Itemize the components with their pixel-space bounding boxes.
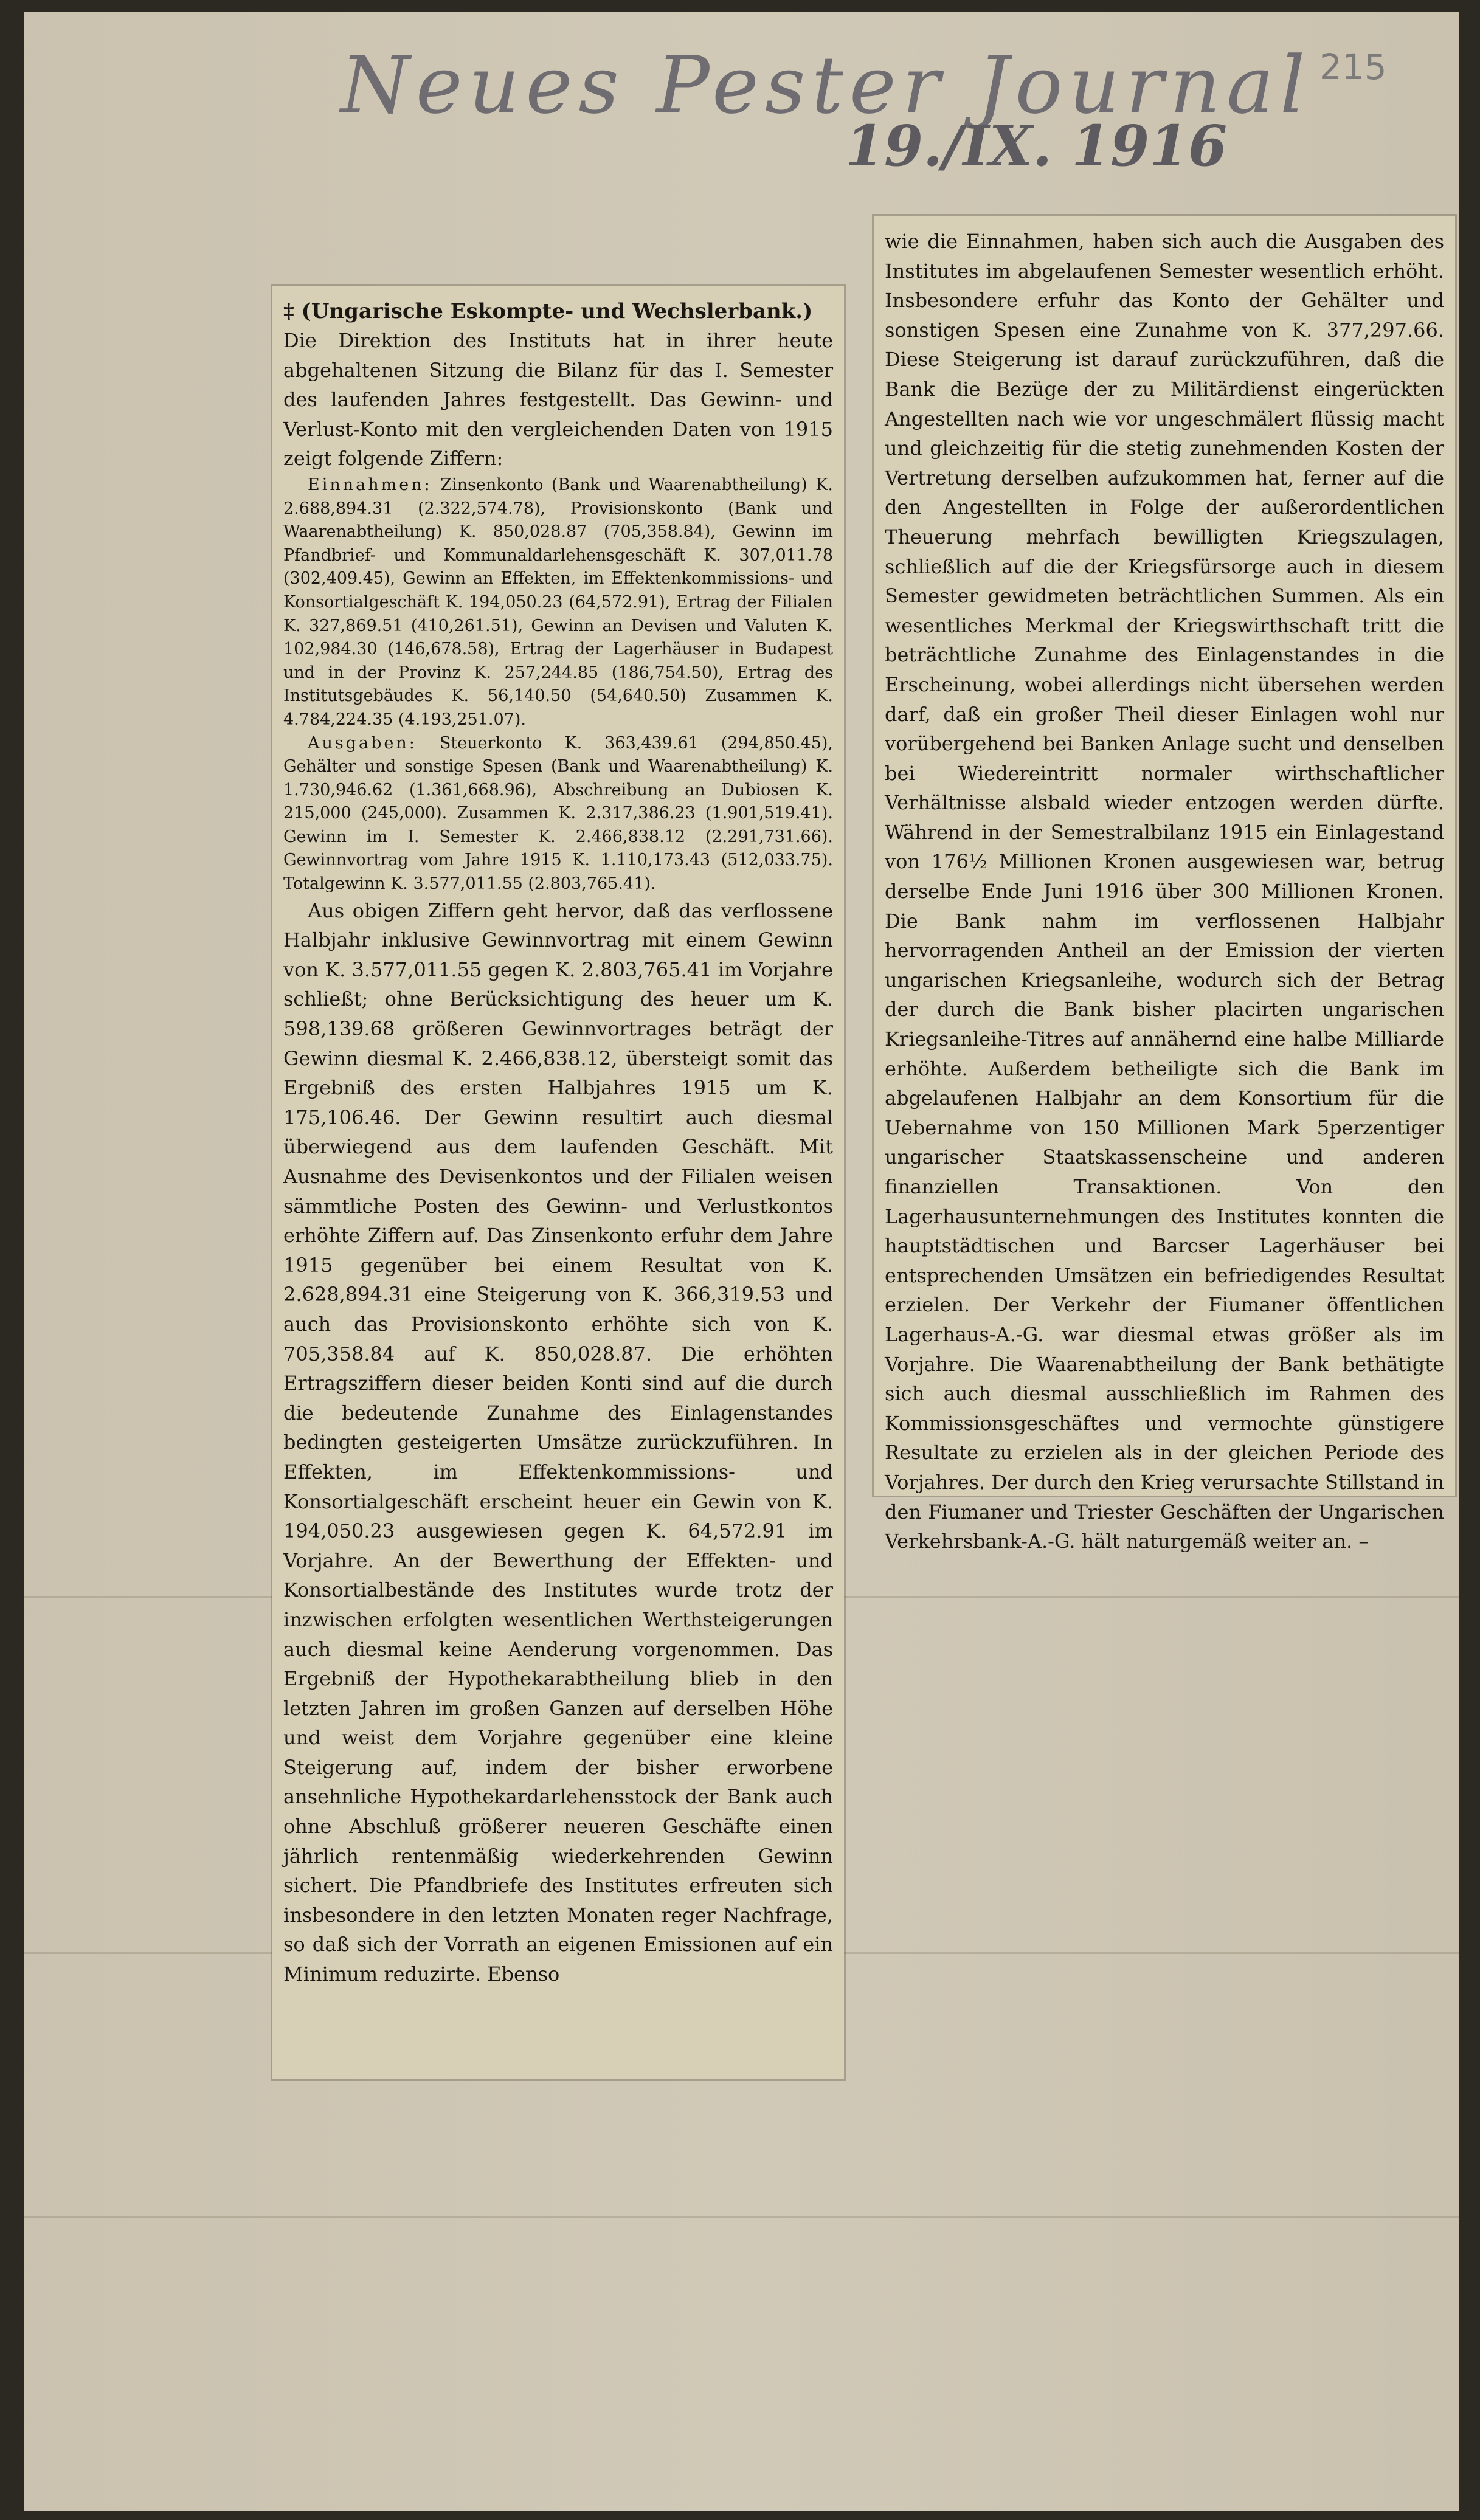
newspaper-title-handwritten: Neues Pester Journal xyxy=(341,39,1312,131)
expense-paragraph xyxy=(283,732,833,896)
page-number: 215 xyxy=(1319,46,1387,88)
income-text: Zinsenkonto (Bank und Waarenabtheilung) K. 2.688,894.31 (2.322,574.78), Provisionskonto (Bank und Waarenabtheilung) K. 850,028.87 (705,358.84), Gewinn im Pfandbrief- und Kommunaldarlehensgeschäft K. 307,011.78 (302,409.45), Gewinn an Effekten, im Effektenkommissions- und Konsortialgeschäft K. 194,050.23 (64,572.91), Ertrag der Filialen K. 327,869.51 (410,261.51), Gewinn an Devisen und Valuten K. 102,984.30 (146,678.58), Ertrag der Lagerhäuser in Budapest und in der Provinz K. 257,244.85 (186,754.50), Ertrag des Institutsgebäudes K. 56,140.50 (54,640.50) Zusammen K. 4.784,224.35 (4.193,251.07). xyxy=(283,475,833,729)
date-handwritten: 19./IX. 1916 xyxy=(845,113,1228,179)
article-body-right: wie die Einnahmen, haben sich auch die Ausgaben des Institutes im abgelaufenen Semester wesentlich erhöht. Insbesondere erfuhr das Konto der Gehälter und sonstigen Spesen eine Zunahme von K. 377,297.66. Diese Steigerung ist darauf zurückzuführen, daß die Bank die Bezüge der zu Militärdienst eingerückten Angestellten nach wie vor ungeschmälert flüssig macht und gleichzeitig für die stetig zunehmenden Kosten der Vertretung derselben aufzukommen hat, ferner auf die den Angestellten in Folge der außerordentlichen Theuerung mehrfach bewilligten Kriegszulagen, schließlich auf die der Kriegsfürsorge auch in diesem Semester gewidmeten beträchtlichen Summen. Als ein wesentliches Merkmal der Kriegswirthschaft tritt die beträchtliche Zunahme des Einlagenstandes in die Erscheinung, wobei allerdings nicht übersehen werden darf, daß ein großer Theil dieser Einlagen wohl nur vorübergehend bei Banken Anlage sucht und denselben bei Wiedereintritt normaler wirthschaftlicher Verhältnisse alsbald wieder entzogen werden dürfte. Während in der Semestralbilanz 1915 ein Einlagestand von 176½ Millionen Kronen ausgewiesen war, betrug derselbe Ende Juni 1916 über 300 Millionen Kronen. Die Bank nahm im verflossenen Halbjahr hervorragenden Antheil an der Emission der vierten ungarischen Kriegsanleihe, wodurch sich der Betrag der durch die Bank bisher placirten ungarischen Kriegsanleihe-Titres auf annähernd eine halbe Milliarde erhöhte. Außerdem betheiligte sich die Bank im abgelaufenen Halbjahr an dem Konsortium für die Uebernahme von 150 Millionen Mark 5perzentiger ungarischer Staatskassenscheine und anderen finanziellen Transaktionen. Von den Lagerhausunternehmungen des Institutes konnten die hauptstädtischen und Barcser Lagerhäuser bei entsprechenden Umsätzen ein befriedigendes Resultat erzielen. Der Verkehr der Fiumaner öffentlichen Lagerhaus-A.-G. war diesmal etwas größer als im Vorjahre. Die Waarenabtheilung der Bank bethätigte sich auch diesmal ausschließlich im Rahmen des Kommissionsgeschäftes und vermochte günstigere Resultate zu erzielen als in der gleichen Periode des Vorjahres. Der durch den Krieg verursachte Stillstand in den Fiumaner und Triester Geschäften der Ungarischen Verkehrsbank-A.-G. hält naturgemäß weiter an. – xyxy=(885,230,1444,1553)
article-body-left: Aus obigen Ziffern geht hervor, daß das verflossene Halbjahr inklusive Gewinnvortrag mit einem Gewinn von K. 3.577,011.55 gegen K. 2.803,765.41 im Vorjahre schließt; ohne Berücksichtigung des heuer um K. 598,139.68 größeren Gewinnvortrages beträgt der Gewinn diesmal K. 2.466,838.12, übersteigt somit das Ergebniß des ersten Halbjahres 1915 um K. 175,106.46. Der Gewinn resultirt auch diesmal überwiegend aus dem laufenden Geschäft. Mit Ausnahme des Devisenkontos und der Filialen weisen sämmtliche Posten des Gewinn- und Verlustkontos erhöhte Ziffern auf. Das Zinsenkonto erfuhr dem Jahre 1915 gegenüber bei einem Resultat von K. 2.628,894.31 eine Steigerung von K. 366,319.53 und auch das Provisionskonto erhöhte sich von K. 705,358.84 auf K. 850,028.87. Die erhöhten Ertragsziffern dieser beiden Konti sind auf die durch die bedeutende Zunahme des Einlagenstandes bedingten gesteigerten Umsätze zurückzuführen. In Effekten, im Effektenkommissions- und Konsortialgeschäft erscheint heuer ein Gewin von K. 194,050.23 ausgewiesen gegen K. 64,572.91 im Vorjahre. An der Bewerthung der Effekten- und Konsortialbestände des Institutes wurde trotz der inzwischen erfolgten wesentlichen Werthsteigerungen auch diesmal keine Aenderung vorgenommen. Das Ergebniß der Hypothekarabtheilung blieb in den letzten Jahren im großen Ganzen auf derselben Höhe und weist dem Vorjahre gegenüber eine kleine Steigerung auf, indem der bisher erworbene ansehnliche Hypothekardarlehensstock der Bank auch ohne Abschluß größerer neueren Geschäfte einen jährlich rentenmäßig wiederkehrenden Gewinn sichert. Die Pfandbriefe des Institutes erfreuten sich insbesondere in den letzten Monaten reger Nachfrage, so daß sich der Vorrath an eigenen Emissionen auf ein Minimum reduzirte. Ebenso xyxy=(283,899,833,1986)
newspaper-clipping-left xyxy=(272,286,844,2079)
expense-label: Ausgaben: xyxy=(308,733,417,753)
newspaper-clipping-right xyxy=(874,216,1455,1553)
article-intro: Die Direktion des Instituts hat in ihrer heute abgehaltenen Sitzung die Bilanz für das I. Semester des laufenden Jahres festgestellt. Das Gewinn- und Verlust-Konto mit den vergleichenden Daten von 1915 zeigt folgende Ziffern: xyxy=(283,329,833,471)
income-label: Einnahmen: xyxy=(308,475,432,494)
expense-text: Steuerkonto K. 363,439.61 (294,850.45), Gehälter und sonstige Spesen (Bank und Waarenabtheilung) K. 1.730,946.62 (1.361,668.96), Abschreibung an Dubiosen K. 215,000 (245,000). Zusammen K. 2.317,386.23 (1.901,519.41). Gewinn im I. Semester K. 2.466,838.12 (2.291,731.66). Gewinnvortrag vom Jahre 1915 K. 1.110,173.43 (512,033.75). Totalgewinn K. 3.577,011.55 (2.803,765.41). xyxy=(283,733,833,894)
article-headline: ‡ (Ungarische Eskompte- und Wechslerbank.) xyxy=(283,299,813,323)
income-paragraph xyxy=(283,474,833,732)
sheet-fold-line xyxy=(24,2216,1459,2218)
